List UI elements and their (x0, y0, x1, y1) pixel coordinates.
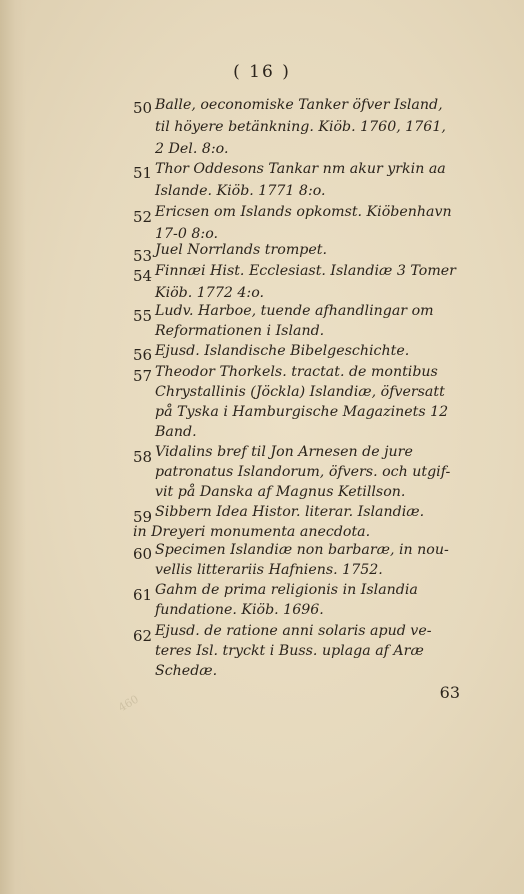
entry-number: 59 (133, 508, 153, 526)
entry-number: 60 (133, 545, 153, 563)
entry-number: 51 (133, 164, 153, 182)
entry-line: Ejusd. de ratione anni solaris apud ve- (155, 623, 432, 639)
entry-number: 54 (133, 267, 153, 285)
entry-line: Ludv. Harboe, tuende afhandlingar om (155, 303, 434, 319)
entry-line: Islande. Kiöb. 1771 8:o. (155, 183, 326, 199)
entry-line: Ericsen om Islands opkomst. Kiöbenhavn (155, 204, 452, 220)
entry-line: patronatus Islandorum, öfvers. och utgif- (155, 464, 451, 480)
entry-line: Vidalins bref til Jon Arnesen de jure (155, 444, 413, 460)
entry-line: vellis litterariis Hafniens. 1752. (155, 562, 383, 578)
entry-line: teres Isl. tryckt i Buss. uplaga af Aræ (155, 643, 424, 659)
entry-number: 57 (133, 367, 153, 385)
entry-line: Juel Norrlands trompet. (155, 242, 327, 258)
entry-number: 56 (133, 346, 153, 364)
entry-number: 55 (133, 307, 153, 325)
entry-line: in Dreyeri monumenta anecdota. (133, 524, 371, 540)
entry-line: Kiöb. 1772 4:o. (155, 285, 265, 301)
entry-line: vit på Danska af Magnus Ketillson. (155, 484, 406, 500)
entry-line: Finnæi Hist. Ecclesiast. Islandiæ 3 Tomer (155, 263, 456, 279)
entry-number: 61 (133, 586, 153, 604)
page-header: ( 16 ) (233, 62, 291, 82)
entry-line: Thor Oddesons Tankar nm akur yrkin aa (155, 161, 446, 177)
entry-line: på Tyska i Hamburgische Magazinets 12 (155, 404, 449, 420)
entry-line: Balle, oeconomiske Tanker öfver Island, (155, 97, 443, 113)
entry-number: 52 (133, 208, 153, 226)
entry-line: Schedæ. (155, 663, 218, 679)
entry-line: Gahm de prima religionis in Islandia (155, 582, 418, 598)
entry-line: Specimen Islandiæ non barbaræ, in nou- (155, 542, 449, 558)
entry-number: 58 (133, 448, 153, 466)
entry-line: Sibbern Idea Histor. literar. Islandiæ. (155, 504, 425, 520)
entry-number: 50 (133, 99, 153, 117)
entry-line: 2 Del. 8:o. (155, 141, 229, 157)
entry-number: 62 (133, 627, 153, 645)
faint-stamp-mark: 460 (116, 692, 141, 715)
entry-number: 53 (133, 247, 153, 265)
entry-line: 17-0 8:o. (155, 226, 218, 242)
catchword-page-number: 63 (439, 683, 460, 702)
entry-line: Reformationen i Island. (155, 323, 325, 339)
entry-line: til höyere betänkning. Kiöb. 1760, 1761, (155, 119, 446, 135)
entry-line: Chrystallinis (Jöckla) Islandiæ, öfversatt (155, 384, 445, 400)
entry-line: fundatione. Kiöb. 1696. (155, 602, 324, 618)
entry-line: Theodor Thorkels. tractat. de montibus (155, 364, 438, 380)
entry-line: Band. (155, 424, 197, 440)
entry-line: Ejusd. Islandische Bibelgeschichte. (155, 343, 410, 359)
